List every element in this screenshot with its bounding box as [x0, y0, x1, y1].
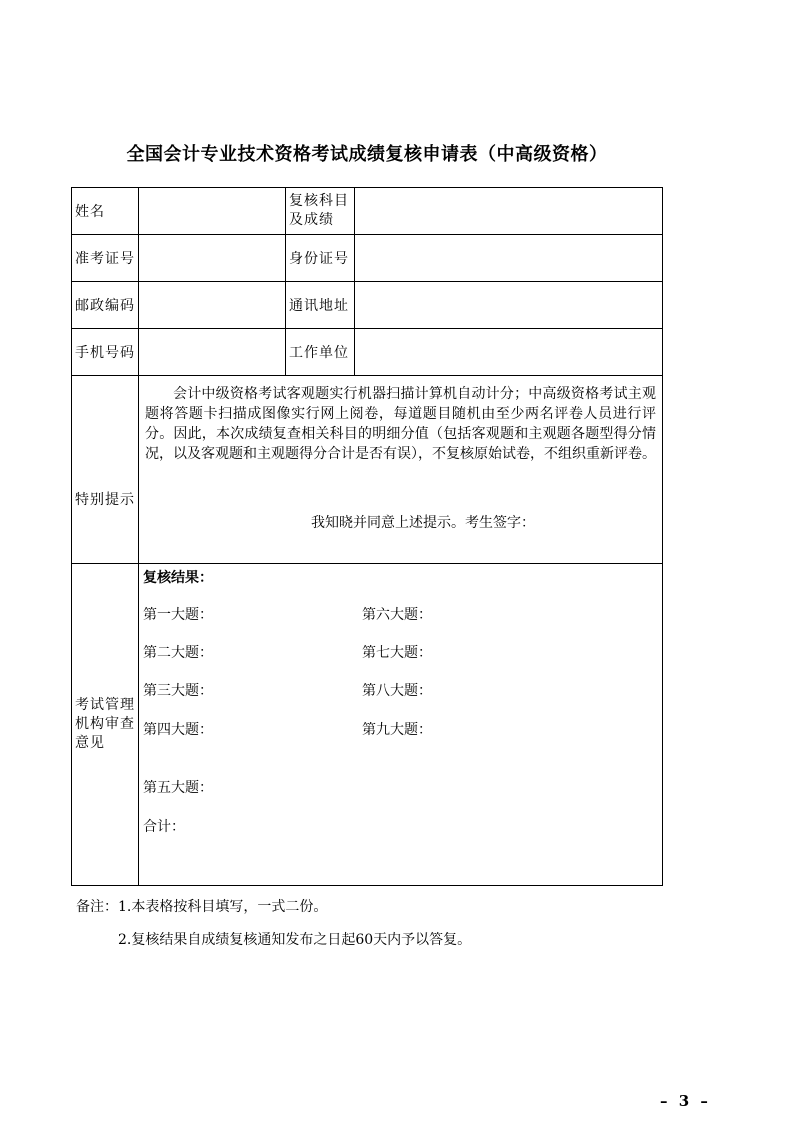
review-label-line3: 意见 [75, 735, 105, 751]
review-label-line1: 考试管理 [75, 697, 135, 713]
table-row [72, 188, 663, 235]
phone-field[interactable] [139, 329, 286, 376]
question-9-score: 第九大题： [362, 722, 432, 738]
result-title: 复核结果： [143, 570, 213, 586]
question-6-score: 第六大题： [362, 607, 432, 623]
application-form-table [71, 187, 663, 886]
agree-statement: 我知晓并同意上述提示。考生签字： [311, 515, 535, 531]
subject-label [286, 188, 355, 235]
question-2-score: 第二大题： [143, 645, 213, 661]
address-label: 通讯地址 [286, 282, 355, 329]
notice-text: 会计中级资格考试客观题实行机器扫描计算机自动计分；中高级资格考试主观题将答题卡扫描成图像实行网上阅卷，每道题目随机由至少两名评卷人员进行评分。因此，本次成绩复查相关科目的明细分值（包括客观题和主观题各题型得分情况，以及客观题和主观题得分合计是否有误），不复核原始试卷，不组织重新评卷。 [145, 386, 656, 462]
exam-id-field[interactable] [139, 235, 286, 282]
address-field[interactable] [355, 282, 663, 329]
table-row [72, 329, 663, 376]
review-result-cell [139, 564, 663, 886]
review-label-line2: 机构审查 [75, 716, 135, 732]
question-4-score: 第四大题： [143, 722, 213, 738]
subject-label-line1: 复核科目 [289, 193, 349, 209]
table-row [72, 564, 663, 886]
postcode-label: 邮政编码 [72, 282, 139, 329]
question-1-score: 第一大题： [143, 607, 213, 623]
page-number: – 3 – [660, 1092, 711, 1110]
exam-id-label: 准考证号 [72, 235, 139, 282]
table-row [72, 235, 663, 282]
notes-line-1: 备注：1.本表格按科目填写，一式二份。 [76, 899, 328, 915]
question-8-score: 第八大题： [362, 683, 432, 699]
question-3-score: 第三大题： [143, 683, 213, 699]
notice-cell [139, 376, 663, 564]
employer-field[interactable] [355, 329, 663, 376]
table-row [72, 282, 663, 329]
id-card-field[interactable] [355, 235, 663, 282]
question-7-score: 第七大题： [362, 645, 432, 661]
employer-label: 工作单位 [286, 329, 355, 376]
id-card-label: 身份证号 [286, 235, 355, 282]
name-field[interactable] [139, 188, 286, 235]
notice-label-text: 特别提示 [75, 491, 135, 508]
name-label: 姓名 [72, 188, 139, 235]
table-row [72, 376, 663, 564]
notice-label [72, 376, 139, 564]
notes-line-2: 2.复核结果自成绩复核通知发布之日起60天内予以答复。 [118, 932, 472, 948]
review-label [72, 564, 139, 886]
subject-label-line2: 及成绩 [289, 212, 334, 228]
subject-field[interactable] [355, 188, 663, 235]
total-score: 合计： [143, 819, 185, 835]
question-5-score: 第五大题： [143, 780, 213, 796]
form-title: 全国会计专业技术资格考试成绩复核申请表（中高级资格） [126, 144, 608, 165]
phone-label: 手机号码 [72, 329, 139, 376]
postcode-field[interactable] [139, 282, 286, 329]
